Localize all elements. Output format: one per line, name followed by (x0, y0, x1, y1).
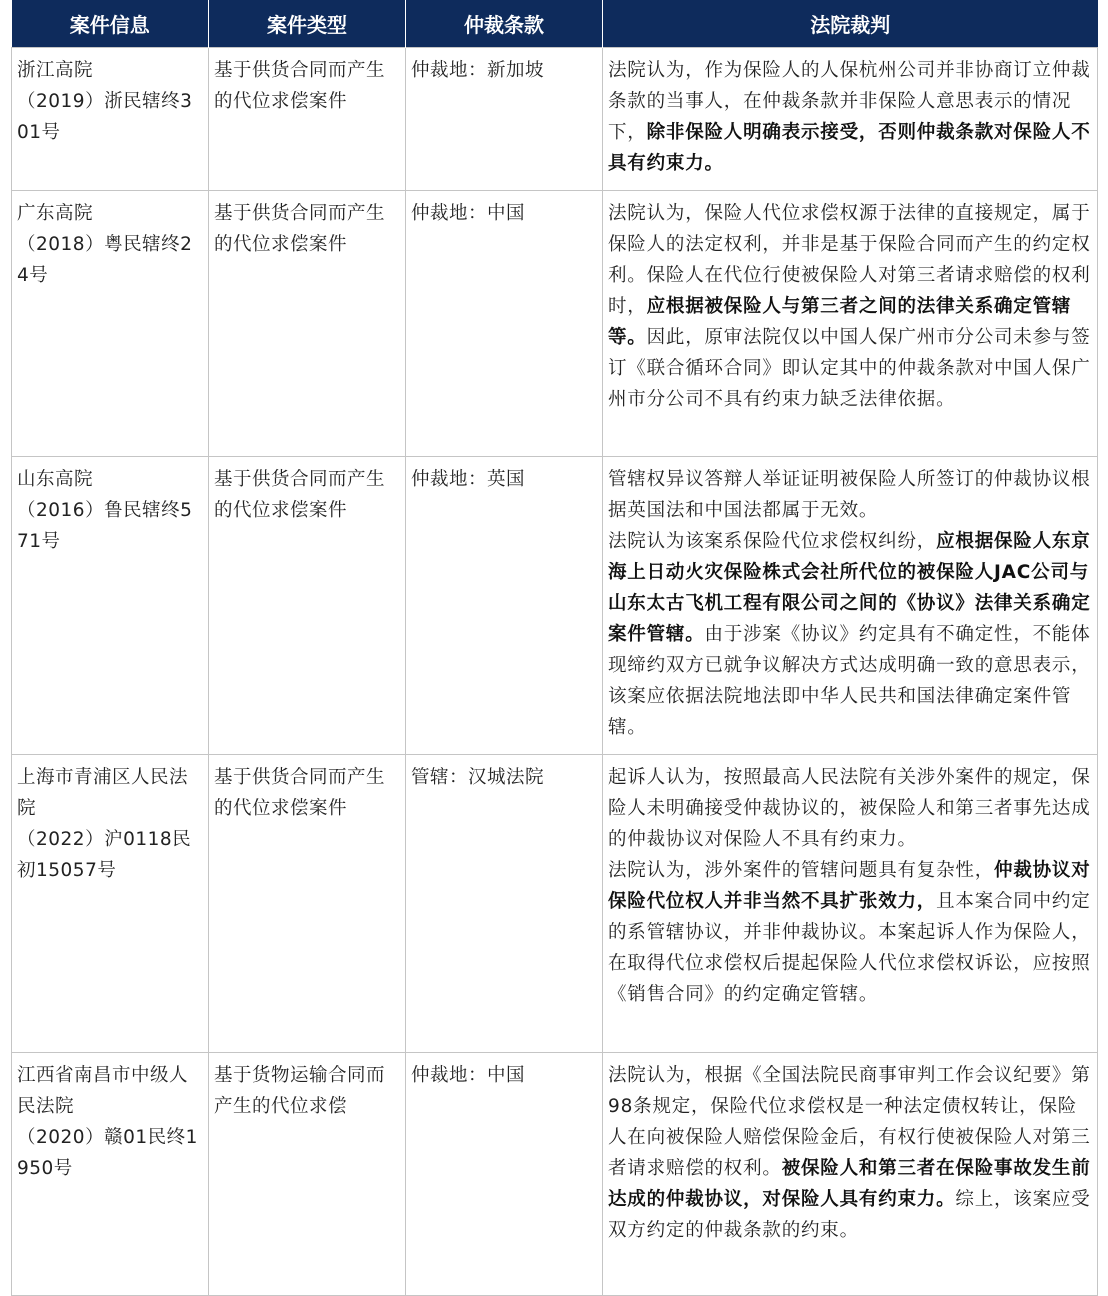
table-row (12, 1053, 1098, 1296)
judgment-text: 由于涉案《协议》约定具有不确定性，不能体现缔约双方已就争议解决方式达成明确一致的意思表示，该案应依据法院地法即中华人民共和国法律确定案件管辖。 (608, 624, 1091, 738)
cell-court-judgment (603, 755, 1098, 1053)
case-number: （2019）浙民辖终301号 (17, 91, 193, 143)
cell-case-type: 基于货物运输合同而产生的代位求偿 (209, 1053, 406, 1296)
cell-case-type: 基于供货合同而产生的代位求偿案件 (209, 191, 406, 457)
cell-arbitration-clause: 仲裁地：中国 (406, 1053, 603, 1296)
header-case-type: 案件类型 (209, 0, 406, 48)
judgment-key-holding: 应根据保险人东京海上日动火灾保险株式会社所代位的被保险人JAC公司与山东太古飞机工程有限公司之间的《协议》法律关系确定案件管辖。 (608, 531, 1091, 645)
judgment-text: 且本案合同中约定的系管辖协议，并非仲裁协议。本案起诉人作为保险人，在取得代位求偿权后提起保险人代位求偿权诉讼，应按照《销售合同》的约定确定管辖。 (608, 891, 1091, 1005)
judgment-text: 因此，原审法院仅以中国人保广州市分公司未参与签订《联合循环合同》即认定其中的仲裁条款对中国人保广州市分公司不具有约束力缺乏法律依据。 (608, 327, 1091, 410)
cell-case-type: 基于供货合同而产生的代位求偿案件 (209, 457, 406, 755)
court-name: 上海市青浦区人民法院 (17, 767, 189, 819)
case-table-container (11, 0, 1097, 1296)
case-number: （2018）粤民辖终24号 (17, 234, 193, 286)
cell-arbitration-clause: 仲裁地：中国 (406, 191, 603, 457)
judgment-paragraph (608, 198, 1095, 415)
case-number: （2016）鲁民辖终571号 (17, 500, 193, 552)
court-name: 广东高院 (17, 203, 94, 224)
table-row (12, 457, 1098, 755)
cell-case-info (12, 755, 209, 1053)
judgment-text: 法院认为，作为保险人的人保杭州公司并非协商订立仲裁条款的当事人，在仲裁条款并非保险人意思表示的情况下， (608, 60, 1091, 143)
header-case-info: 案件信息 (12, 0, 209, 48)
table-body (12, 48, 1098, 1296)
cell-case-info (12, 191, 209, 457)
judgment-key-holding: 仲裁协议对保险代位权人并非当然不具扩张效力， (608, 860, 1091, 912)
case-table (11, 0, 1098, 1296)
table-row (12, 755, 1098, 1053)
cell-case-info (12, 457, 209, 755)
cell-arbitration-clause: 仲裁地：新加坡 (406, 48, 603, 191)
judgment-paragraph (608, 526, 1095, 743)
judgment-paragraph (608, 55, 1095, 179)
table-header (12, 0, 1098, 48)
judgment-paragraph (608, 855, 1095, 1010)
judgment-text: 起诉人认为，按照最高人民法院有关涉外案件的规定，保险人未明确接受仲裁协议的，被保险人和第三者事先达成的仲裁协议对保险人不具有约束力。 (608, 767, 1091, 850)
cell-case-type: 基于供货合同而产生的代位求偿案件 (209, 755, 406, 1053)
cell-arbitration-clause: 仲裁地：英国 (406, 457, 603, 755)
judgment-text: 法院认为，根据《全国法院民商事审判工作会议纪要》第98条规定，保险代位求偿权是一种法定债权转让，保险人在向被保险人赔偿保险金后，有权行使被保险人对第三者请求赔偿的权利。 (608, 1065, 1091, 1179)
cell-case-type: 基于供货合同而产生的代位求偿案件 (209, 48, 406, 191)
judgment-key-holding: 除非保险人明确表示接受，否则仲裁条款对保险人不具有约束力。 (608, 122, 1091, 174)
table-row (12, 191, 1098, 457)
cell-arbitration-clause: 管辖：汉城法院 (406, 755, 603, 1053)
cell-court-judgment (603, 48, 1098, 191)
judgment-text: 管辖权异议答辩人举证证明被保险人所签订的仲裁协议根据英国法和中国法都属于无效。 (608, 469, 1091, 521)
cell-court-judgment (603, 457, 1098, 755)
judgment-paragraph (608, 1060, 1095, 1246)
judgment-key-holding: 应根据被保险人与第三者之间的法律关系确定管辖等。 (608, 296, 1072, 348)
table-row (12, 48, 1098, 191)
cell-case-info (12, 48, 209, 191)
cell-court-judgment (603, 1053, 1098, 1296)
judgment-text: 综上，该案应受双方约定的仲裁条款的约束。 (608, 1189, 1091, 1241)
case-number: （2022）沪0118民初15057号 (17, 829, 192, 881)
judgment-key-holding: 被保险人和第三者在保险事故发生前达成的仲裁协议，对保险人具有约束力。 (608, 1158, 1091, 1210)
header-court-judgment: 法院裁判 (603, 0, 1098, 48)
header-arbitration-clause: 仲裁条款 (406, 0, 603, 48)
cell-case-info (12, 1053, 209, 1296)
judgment-text: 法院认为，保险人代位求偿权源于法律的直接规定，属于保险人的法定权利，并非是基于保险合同而产生的约定权利。保险人在代位行使被保险人对第三者请求赔偿的权利时， (608, 203, 1091, 317)
court-name: 浙江高院 (17, 60, 94, 81)
judgment-paragraph (608, 464, 1095, 526)
case-number: （2020）赣01民终1950号 (17, 1127, 198, 1179)
judgment-paragraph (608, 762, 1095, 855)
cell-court-judgment (603, 191, 1098, 457)
judgment-text: 法院认为该案系保险代位求偿权纠纷， (608, 531, 937, 552)
court-name: 山东高院 (17, 469, 94, 490)
judgment-text: 法院认为，涉外案件的管辖问题具有复杂性， (608, 860, 995, 881)
court-name: 江西省南昌市中级人民法院 (17, 1065, 189, 1117)
